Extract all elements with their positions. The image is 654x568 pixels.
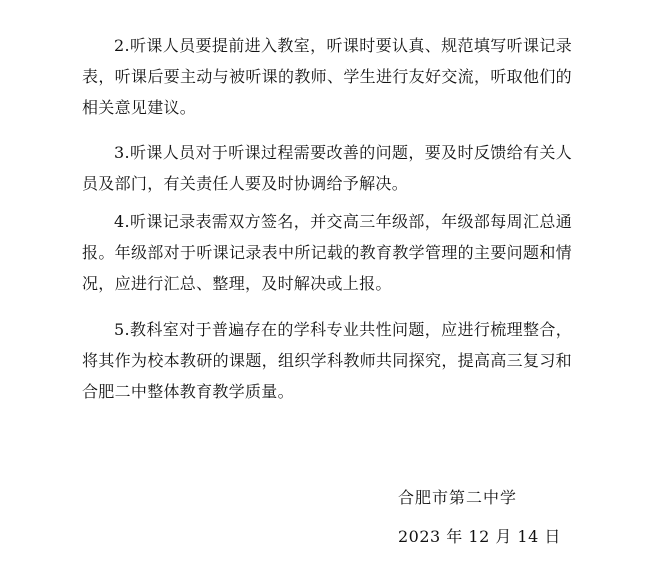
signature-organization: 合肥市第二中学 xyxy=(398,488,518,507)
paragraph-item-5: 5.教科室对于普遍存在的学科专业共性问题，应进行梳理整合，将其作为校本教研的课题，组织学科教师共同探究，提高高三复习和合肥二中整体教育教学质量。 xyxy=(82,320,572,401)
paragraph-item-3: 3.听课人员对于听课过程需要改善的问题，要及时反馈给有关人员及部门，有关责任人要及时协调给予解决。 xyxy=(82,143,572,193)
paragraph-item-4: 4.听课记录表需双方签名，并交高三年级部，年级部每周汇总通报。年级部对于听课记录表中所记载的教育教学管理的主要问题和情况，应进行汇总、整理，及时解决或上报。 xyxy=(82,212,572,293)
paragraph-item-2: 2.听课人员要提前进入教室，听课时要认真、规范填写听课记录表，听课后要主动与被听课的教师、学生进行友好交流，听取他们的相关意见建议。 xyxy=(82,36,572,117)
signature-date: 2023 年 12 月 14 日 xyxy=(398,527,561,546)
